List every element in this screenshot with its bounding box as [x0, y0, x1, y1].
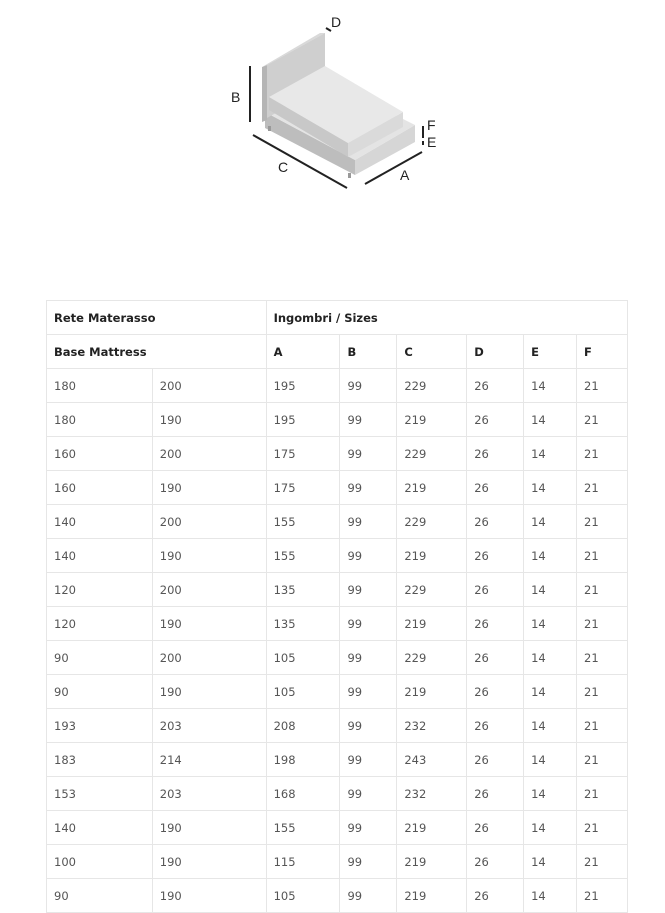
table-cell: 105 [266, 675, 340, 709]
table-cell: 168 [266, 777, 340, 811]
table-cell: 219 [397, 471, 467, 505]
table-cell: 14 [524, 437, 577, 471]
table-cell: 160 [47, 471, 153, 505]
table-cell: 14 [524, 845, 577, 879]
table-cell: 99 [340, 573, 397, 607]
table-cell: 229 [397, 505, 467, 539]
table-cell: 160 [47, 437, 153, 471]
column-header-b: B [340, 335, 397, 369]
table-cell: 153 [47, 777, 153, 811]
table-cell: 180 [47, 369, 153, 403]
table-cell: 200 [152, 573, 266, 607]
table-cell: 120 [47, 607, 153, 641]
table-cell: 14 [524, 811, 577, 845]
table-cell: 229 [397, 573, 467, 607]
sub-header-row [47, 335, 628, 369]
table-cell: 155 [266, 505, 340, 539]
table-cell: 26 [467, 505, 524, 539]
table-cell: 21 [577, 879, 628, 913]
table-cell: 14 [524, 777, 577, 811]
table-cell: 26 [467, 573, 524, 607]
table-cell: 219 [397, 879, 467, 913]
table-row [47, 539, 628, 573]
table-cell: 14 [524, 539, 577, 573]
table-cell: 203 [152, 709, 266, 743]
table-cell: 105 [266, 641, 340, 675]
table-cell: 14 [524, 573, 577, 607]
table-cell: 26 [467, 403, 524, 437]
table-cell: 135 [266, 573, 340, 607]
table-cell: 214 [152, 743, 266, 777]
table-row [47, 505, 628, 539]
table-cell: 190 [152, 675, 266, 709]
table-cell: 99 [340, 879, 397, 913]
table-cell: 140 [47, 505, 153, 539]
table-row [47, 743, 628, 777]
table-cell: 99 [340, 743, 397, 777]
table-cell: 203 [152, 777, 266, 811]
table-cell: 190 [152, 879, 266, 913]
table-cell: 26 [467, 471, 524, 505]
table-cell: 26 [467, 607, 524, 641]
table-cell: 21 [577, 743, 628, 777]
table-cell: 99 [340, 607, 397, 641]
table-cell: 99 [340, 811, 397, 845]
table-cell: 175 [266, 437, 340, 471]
table-cell: 243 [397, 743, 467, 777]
table-cell: 21 [577, 777, 628, 811]
table-row [47, 879, 628, 913]
table-cell: 99 [340, 403, 397, 437]
table-cell: 229 [397, 369, 467, 403]
label-a: A [400, 167, 410, 183]
table-cell: 26 [467, 777, 524, 811]
table-cell: 193 [47, 709, 153, 743]
table-cell: 155 [266, 811, 340, 845]
table-cell: 190 [152, 607, 266, 641]
header-ingombri-sizes: Ingombri / Sizes [266, 301, 627, 335]
table-cell: 21 [577, 505, 628, 539]
table-cell: 190 [152, 539, 266, 573]
label-f: F [427, 117, 436, 133]
table-cell: 140 [47, 811, 153, 845]
table-cell: 208 [266, 709, 340, 743]
table-cell: 21 [577, 641, 628, 675]
table-cell: 140 [47, 539, 153, 573]
table-cell: 190 [152, 403, 266, 437]
table-row [47, 811, 628, 845]
table-cell: 14 [524, 607, 577, 641]
table-cell: 99 [340, 369, 397, 403]
table-cell: 155 [266, 539, 340, 573]
table-row [47, 437, 628, 471]
label-c: C [278, 159, 289, 175]
table-cell: 90 [47, 641, 153, 675]
label-d: D [331, 14, 342, 30]
table-cell: 21 [577, 437, 628, 471]
table-cell: 200 [152, 641, 266, 675]
table-cell: 26 [467, 437, 524, 471]
label-e: E [427, 134, 437, 150]
table-cell: 200 [152, 505, 266, 539]
table-cell: 229 [397, 641, 467, 675]
table-row [47, 403, 628, 437]
table-cell: 99 [340, 709, 397, 743]
table-cell: 99 [340, 641, 397, 675]
table-cell: 21 [577, 403, 628, 437]
table-cell: 115 [266, 845, 340, 879]
table-cell: 14 [524, 471, 577, 505]
table-cell: 14 [524, 879, 577, 913]
table-cell: 99 [340, 437, 397, 471]
table-cell: 135 [266, 607, 340, 641]
table-cell: 14 [524, 709, 577, 743]
table-cell: 21 [577, 369, 628, 403]
table-cell: 26 [467, 743, 524, 777]
table-cell: 190 [152, 471, 266, 505]
table-cell: 232 [397, 709, 467, 743]
table-cell: 99 [340, 471, 397, 505]
header-base-mattress: Base Mattress [47, 335, 267, 369]
table-cell: 232 [397, 777, 467, 811]
table-cell: 26 [467, 369, 524, 403]
table-cell: 190 [152, 845, 266, 879]
table-row [47, 641, 628, 675]
table-cell: 219 [397, 845, 467, 879]
table-cell: 175 [266, 471, 340, 505]
table-cell: 198 [266, 743, 340, 777]
table-cell: 26 [467, 879, 524, 913]
table-cell: 26 [467, 675, 524, 709]
group-header-row [47, 301, 628, 335]
table-cell: 195 [266, 369, 340, 403]
table-cell: 21 [577, 845, 628, 879]
table-cell: 99 [340, 675, 397, 709]
table-cell: 99 [340, 539, 397, 573]
table-cell: 219 [397, 539, 467, 573]
column-header-e: E [524, 335, 577, 369]
table-cell: 105 [266, 879, 340, 913]
table-row [47, 573, 628, 607]
table-cell: 90 [47, 675, 153, 709]
table-cell: 26 [467, 539, 524, 573]
table-cell: 120 [47, 573, 153, 607]
table-cell: 21 [577, 709, 628, 743]
table-cell: 200 [152, 437, 266, 471]
table-cell: 190 [152, 811, 266, 845]
table-cell: 99 [340, 505, 397, 539]
table-cell: 21 [577, 471, 628, 505]
column-header-d: D [467, 335, 524, 369]
table-row [47, 777, 628, 811]
column-header-f: F [577, 335, 628, 369]
table-cell: 26 [467, 641, 524, 675]
table-cell: 99 [340, 777, 397, 811]
table-cell: 195 [266, 403, 340, 437]
table-cell: 90 [47, 879, 153, 913]
table-row [47, 709, 628, 743]
table-cell: 21 [577, 675, 628, 709]
table-cell: 99 [340, 845, 397, 879]
sizes-table [46, 300, 628, 913]
table-cell: 14 [524, 369, 577, 403]
table-cell: 21 [577, 539, 628, 573]
table-cell: 229 [397, 437, 467, 471]
table-cell: 14 [524, 743, 577, 777]
table-cell: 21 [577, 607, 628, 641]
table-cell: 14 [524, 675, 577, 709]
table-row [47, 471, 628, 505]
table-cell: 219 [397, 675, 467, 709]
bed-dimension-diagram [0, 0, 665, 200]
table-cell: 219 [397, 607, 467, 641]
table-cell: 14 [524, 403, 577, 437]
table-cell: 200 [152, 369, 266, 403]
table-row [47, 369, 628, 403]
column-header-c: C [397, 335, 467, 369]
table-cell: 183 [47, 743, 153, 777]
table-row [47, 675, 628, 709]
table-cell: 26 [467, 845, 524, 879]
table-cell: 26 [467, 811, 524, 845]
table-row [47, 845, 628, 879]
table-cell: 21 [577, 573, 628, 607]
column-header-a: A [266, 335, 340, 369]
table-cell: 21 [577, 811, 628, 845]
table-cell: 14 [524, 505, 577, 539]
table-cell: 180 [47, 403, 153, 437]
table-cell: 14 [524, 641, 577, 675]
table-cell: 219 [397, 811, 467, 845]
table-cell: 219 [397, 403, 467, 437]
table-row [47, 607, 628, 641]
header-rete-materasso: Rete Materasso [47, 301, 267, 335]
table-cell: 26 [467, 709, 524, 743]
table-cell: 100 [47, 845, 153, 879]
label-b: B [231, 89, 241, 105]
